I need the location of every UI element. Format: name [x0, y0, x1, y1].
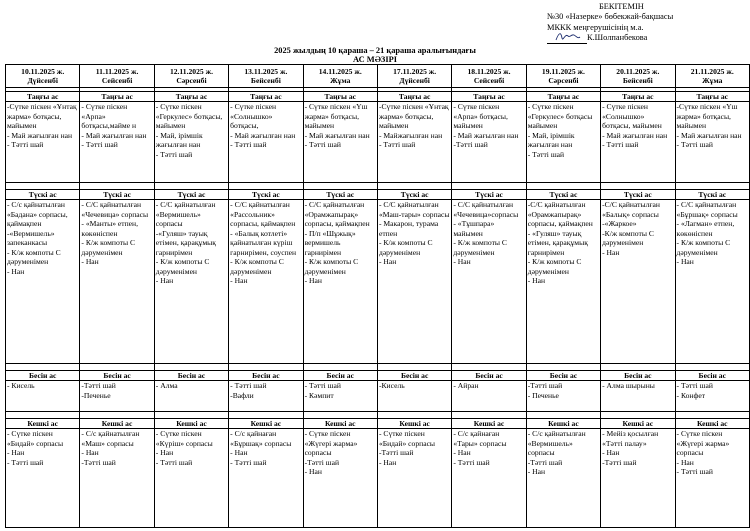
breakfast-label: Таңғы ас [377, 92, 451, 102]
snack-items: -Кисель [377, 381, 451, 412]
spacer-cell [229, 364, 303, 371]
dinner-items: - Сүтке піскен «Бидай» сорпасы -Тәтті шай - Нан [377, 429, 451, 528]
lunch-label: Түскі ас [377, 190, 451, 200]
breakfast-items: - Сүтке піскен «Солнышко» ботқасы, - Май жағылған нан - Тәтті шай [229, 102, 303, 183]
breakfast-items: -Сүтке піскен «Ұнтақ жарма» ботқасы, майымен - Май жағылған нан - Тәтті шай [6, 102, 80, 183]
breakfast-label: Таңғы ас [229, 92, 303, 102]
snack-label: Бесін ас [80, 371, 154, 381]
day-weekday: Сейсенбі [473, 76, 505, 85]
menu-table [5, 64, 750, 528]
lunch-items: - С/С қайнатылған «Чечевица»сорпасы - «Тұшпара» майымен - К/ж компоты С дәруменімен - Нан [452, 200, 526, 364]
snack-items: - Алма [154, 381, 228, 412]
spacer-cell [452, 364, 526, 371]
lunch-label: Түскі ас [80, 190, 154, 200]
day-date: 11.11.2025 ж. [95, 67, 139, 76]
spacer-cell [80, 364, 154, 371]
day-date: 12.11.2025 ж. [169, 67, 213, 76]
day-header [675, 65, 749, 88]
day-header [601, 65, 675, 88]
lunch-items: - С/С қайнатылған «Чечевица» сорпасы - «Манты» етпен, көкөніспен - К/ж компоты С дәруменімен - Нан [80, 200, 154, 364]
day-date: 20.11.2025 ж. [616, 67, 660, 76]
lunch-items: - С/С қайнатылған «Маш-тары» сорпасы - Макарон, турама етпен - К/ж компоты С дәруменімен - Нан [377, 200, 451, 364]
lunch-label: Түскі ас [6, 190, 80, 200]
spacer-cell [229, 183, 303, 190]
day-header [80, 65, 154, 88]
menu-title: АС МӘЗІРІ [353, 55, 397, 64]
snack-items: - Алма шырыны [601, 381, 675, 412]
day-date: 18.11.2025 ж. [467, 67, 511, 76]
snack-label: Бесін ас [154, 371, 228, 381]
spacer-cell [675, 364, 749, 371]
day-date: 19.11.2025 ж. [541, 67, 585, 76]
spacer-cell [675, 183, 749, 190]
snack-items: - Айран [452, 381, 526, 412]
signer-name: К.Шолпанбекова [587, 33, 648, 43]
dinner-items: - С/с қайнатылған «Маш» сорпасы - Нан -Тәтті шай [80, 429, 154, 528]
dinner-items: - Сүтке піскен «Күріш» сорпасы - Нан - Тәтті шай [154, 429, 228, 528]
lunch-items: - С/С қайнатылған «Орамжапырақ» сорпасы, қаймақпен - П/п «Шұжық» вермишель гарнирімен - К/ж компоты С дәруменімен - Нан [303, 200, 377, 364]
spacer-cell [80, 183, 154, 190]
day-header [526, 65, 600, 88]
spacer-cell [303, 364, 377, 371]
dinner-label: Кешкі ас [601, 419, 675, 429]
spacer-cell [377, 183, 451, 190]
snack-items: - Тәтті шай - Конфет [675, 381, 749, 412]
breakfast-label: Таңғы ас [601, 92, 675, 102]
period-title: 2025 жылдың 10 қараша – 21 қараша аралығындағы [274, 46, 476, 55]
day-date: 13.11.2025 ж. [244, 67, 288, 76]
breakfast-items: - Сүтке піскен «Үш жарма» ботқасы, майымен - Май жағылған нан - Тәтті шай [303, 102, 377, 183]
spacer-cell [675, 412, 749, 419]
dinner-items: - С/с қайнаған «Тары» сорпасы - Нан - Тәтті шай [452, 429, 526, 528]
day-header [6, 65, 80, 88]
lunch-label: Түскі ас [675, 190, 749, 200]
day-weekday: Сәрсенбі [176, 76, 207, 85]
breakfast-items: - Сүтке піскен «Арпа» ботқасы,майме н - Май жағылған нан - Тәтті шай [80, 102, 154, 183]
breakfast-label: Таңғы ас [452, 92, 526, 102]
day-weekday: Сейсенбі [101, 76, 133, 85]
day-date: 10.11.2025 ж. [21, 67, 65, 76]
day-date: 14.11.2025 ж. [318, 67, 362, 76]
lunch-items: -С/С қайнатылған «Орамжапырақ» сорпасы, қаймақпен - «Гуляш» тауық етімен, қарақұмық гарнирімен - К/ж компоты С дәруменімен - Нан [526, 200, 600, 364]
spacer-cell [154, 412, 228, 419]
day-weekday: Жұма [702, 76, 723, 85]
spacer-cell [6, 364, 80, 371]
dinner-label: Кешкі ас [452, 419, 526, 429]
snack-items: -Тәтті шай -Печенье [80, 381, 154, 412]
breakfast-label: Таңғы ас [526, 92, 600, 102]
lunch-items: -С/С қайнатылған «Балық» сорпасы -«Жаркое» -К/ж компоты С дәруменімен - Нан [601, 200, 675, 364]
dinner-label: Кешкі ас [6, 419, 80, 429]
snack-label: Бесін ас [303, 371, 377, 381]
dinner-label: Кешкі ас [377, 419, 451, 429]
snack-label: Бесін ас [229, 371, 303, 381]
day-weekday: Дүйсенбі [27, 76, 58, 85]
dinner-items: - Мейіз қосылған «Тәтті палау» - Нан -Тәтті шай [601, 429, 675, 528]
day-weekday: Бейсенбі [622, 76, 653, 85]
breakfast-label: Таңғы ас [80, 92, 154, 102]
spacer-cell [377, 364, 451, 371]
dinner-label: Кешкі ас [229, 419, 303, 429]
lunch-label: Түскі ас [526, 190, 600, 200]
spacer-cell [229, 412, 303, 419]
snack-label: Бесін ас [452, 371, 526, 381]
spacer-cell [526, 183, 600, 190]
lunch-label: Түскі ас [229, 190, 303, 200]
breakfast-items: -Сүтке піскен «Ұнтақ жарма» ботқасы, майымен - Майжағылған нан - Тәтті шай [377, 102, 451, 183]
dinner-label: Кешкі ас [526, 419, 600, 429]
approval-org-line: №30 «Назерке» бөбекжай-бақшасы [547, 12, 674, 22]
snack-label: Бесін ас [377, 371, 451, 381]
day-weekday: Сәрсенбі [548, 76, 579, 85]
approval-title: БЕКІТЕМІН [599, 2, 644, 11]
lunch-label: Түскі ас [452, 190, 526, 200]
breakfast-label: Таңғы ас [6, 92, 80, 102]
dinner-items: - Сүтке піскен «Жүгері жарма» сорпасы - Нан - Тәтті шай [675, 429, 749, 528]
spacer-cell [601, 364, 675, 371]
lunch-items: - С/с қайнатылған «Бадана» сорпасы, қаймақпен -«Вермишель» запеканкасы - К/ж компоты С дәруменімен - Нан [6, 200, 80, 364]
breakfast-items: -Сүтке піскен «Үш жарма» ботқасы, майымен - Май жағылған нан - Тәтті шай [675, 102, 749, 183]
dinner-items: - Сүтке піскен «Бидай» сорпасы - Нан - Тәтті шай [6, 429, 80, 528]
lunch-items: - С/С қайнатылған «Рассольник» сорпасы, қаймақпен - «Балық котлеті» қайнатылған күріш гарнирімен, соуспен - К/ж компоты С дәруменімен - Нан [229, 200, 303, 364]
spacer-cell [80, 412, 154, 419]
snack-items: - Тәтті шай -Вафли [229, 381, 303, 412]
day-weekday: Бейсенбі [250, 76, 281, 85]
spacer-cell [6, 412, 80, 419]
spacer-cell [601, 412, 675, 419]
spacer-cell [303, 412, 377, 419]
day-header [303, 65, 377, 88]
spacer-cell [452, 412, 526, 419]
day-header [154, 65, 228, 88]
lunch-label: Түскі ас [601, 190, 675, 200]
spacer-cell [526, 364, 600, 371]
dinner-label: Кешкі ас [675, 419, 749, 429]
day-weekday: Жұма [330, 76, 351, 85]
day-header [229, 65, 303, 88]
snack-items: -Тәтті шай - Печенье [526, 381, 600, 412]
breakfast-label: Таңғы ас [303, 92, 377, 102]
lunch-label: Түскі ас [303, 190, 377, 200]
breakfast-items: - Сүтке піскен «Геркулес» ботқасы, майымен - Май, ірімшік жағылған нан - Тәтті шай [154, 102, 228, 183]
day-date: 21.11.2025 ж. [690, 67, 734, 76]
dinner-label: Кешкі ас [80, 419, 154, 429]
snack-label: Бесін ас [526, 371, 600, 381]
day-weekday: Дүйсенбі [399, 76, 430, 85]
spacer-cell [526, 412, 600, 419]
day-header [377, 65, 451, 88]
spacer-cell [154, 183, 228, 190]
breakfast-items: - Сүтке піскен «Арпа» ботқасы, майымен - Май жағылған нан -Тәтті шай [452, 102, 526, 183]
lunch-items: - С/С қайнатылған «Вермишель» сорпасы -«Гуляш» тауық етімен, қарақұмық гарнирімен - К/ж компоты С дәруменімен - Нан [154, 200, 228, 364]
breakfast-label: Таңғы ас [675, 92, 749, 102]
spacer-cell [154, 364, 228, 371]
breakfast-items: - Сүтке піскен «Геркулес» ботқасы майымен - Май, ірімшік жағылған нан - Тәтті шай [526, 102, 600, 183]
spacer-cell [377, 412, 451, 419]
spacer-cell [6, 183, 80, 190]
snack-items: - Кисель [6, 381, 80, 412]
spacer-cell [601, 183, 675, 190]
breakfast-items: - Сүтке піскен «Солнышко» ботқасы, майымен - Май жағылған нан - Тәтті шай [601, 102, 675, 183]
signature-icon [555, 30, 581, 43]
signature-line [547, 33, 747, 43]
approval-position-line: МККК меңгерушісінің м.а. [547, 22, 644, 32]
lunch-label: Түскі ас [154, 190, 228, 200]
snack-label: Бесін ас [6, 371, 80, 381]
spacer-cell [303, 183, 377, 190]
approval-block [547, 2, 747, 44]
dinner-label: Кешкі ас [154, 419, 228, 429]
dinner-items: - Сүтке піскен «Жүгері жарма» сорпасы -Тәтті шай - Нан [303, 429, 377, 528]
snack-label: Бесін ас [601, 371, 675, 381]
dinner-items: - С/с қайнатылған «Вермишель» сорпасы -Тәтті шай - Нан [526, 429, 600, 528]
spacer-cell [452, 183, 526, 190]
dinner-items: - С/с қайнаған «Бұршақ» сорпасы - Нан - Тәтті шай [229, 429, 303, 528]
breakfast-label: Таңғы ас [154, 92, 228, 102]
day-date: 17.11.2025 ж. [393, 67, 437, 76]
lunch-items: - С/С қайнатылған «Бұршақ» сорпасы - «Лагман» етпен, көкөніспен - К/ж компоты С дәруменімен - Нан [675, 200, 749, 364]
snack-label: Бесін ас [675, 371, 749, 381]
snack-items: - Тәтті шай - Кәмпит [303, 381, 377, 412]
day-header [452, 65, 526, 88]
dinner-label: Кешкі ас [303, 419, 377, 429]
